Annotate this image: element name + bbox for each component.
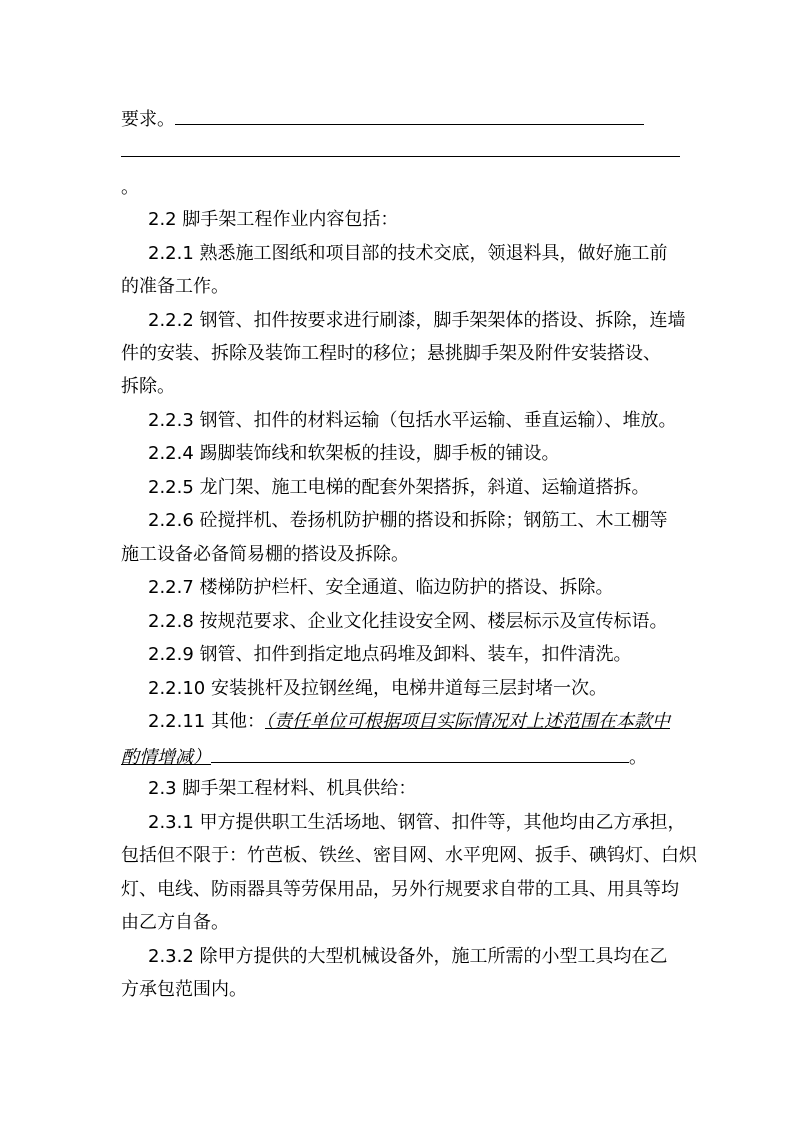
item-2-2-10	[148, 675, 681, 703]
note-text: （责任单位可根据项目实际情况对上述范围在本款中	[264, 711, 670, 732]
line-text: 2.2.8 按规范要求、企业文化挂设安全网、楼层标示及宣传标语。	[148, 611, 668, 632]
section-heading-2-2	[148, 206, 681, 234]
line-text: 2.2.9 钢管、扣件到指定地点码堆及卸料、装车，扣件清洗。	[148, 644, 632, 665]
item-2-2-11	[148, 708, 681, 736]
line-text: 包括但不限于：竹芭板、铁丝、密目网、水平兜网、扳手、碘钨灯、白炽	[121, 845, 697, 866]
item-2-3-1-cont	[121, 842, 697, 870]
item-2-2-5	[148, 474, 681, 502]
item-2-2-6-cont	[121, 541, 681, 569]
item-2-3-1-cont3	[121, 909, 681, 937]
line-text: 拆除。	[121, 376, 175, 397]
line-text: 2.2 脚手架工程作业内容包括：	[148, 209, 399, 230]
fill-in-blank	[211, 742, 629, 763]
item-2-2-2	[148, 307, 686, 335]
line-text: 2.2.11 其他：	[148, 711, 265, 732]
line-text: 2.2.3 钢管、扣件的材料运输（包括水平运输、垂直运输）、堆放。	[148, 410, 677, 431]
item-2-3-2	[148, 943, 681, 971]
line-text: 2.2.7 楼梯防护栏杆、安全通道、临边防护的搭设、拆除。	[148, 577, 614, 598]
section-heading-2-3	[148, 775, 681, 803]
text-line-period	[121, 174, 681, 202]
line-text: 2.3.1 甲方提供职工生活场地、钢管、扣件等，其他均由乙方承担，	[148, 812, 686, 833]
line-text: 2.2.5 龙门架、施工电梯的配套外架搭拆，斜道、运输道搭拆。	[148, 477, 650, 498]
item-2-2-9	[148, 641, 681, 669]
line-text: 由乙方自备。	[121, 912, 229, 933]
item-2-3-2-cont	[121, 976, 681, 1004]
item-2-2-3	[148, 407, 681, 435]
item-2-2-1	[148, 240, 681, 268]
item-2-2-2-cont2	[121, 373, 681, 401]
fill-in-blank	[175, 104, 644, 125]
item-2-2-6	[148, 507, 681, 535]
line-text: 要求。	[121, 109, 175, 130]
line-text: 2.2.2 钢管、扣件按要求进行刷漆，脚手架架体的搭设、拆除，连墙	[148, 310, 686, 331]
line-text: 2.3 脚手架工程材料、机具供给：	[148, 778, 417, 799]
item-2-2-11-cont	[121, 742, 681, 772]
item-2-2-8	[148, 608, 681, 636]
fill-in-blank-line	[121, 156, 680, 157]
line-text: 的准备工作。	[121, 276, 229, 297]
line-text: 。	[629, 747, 647, 768]
note-text: 酌情增减）	[121, 747, 211, 768]
item-2-3-1	[148, 809, 686, 837]
text-line-requirement	[121, 104, 681, 134]
item-2-2-1-cont	[121, 273, 681, 301]
line-text: 2.2.4 踢脚装饰线和软架板的挂设，脚手板的铺设。	[148, 443, 560, 464]
line-text: 灯、电线、防雨器具等劳保用品，另外行规要求自带的工具、用具等均	[121, 879, 679, 900]
line-text: 2.3.2 除甲方提供的大型机械设备外，施工所需的小型工具均在乙	[148, 946, 668, 967]
line-text: 2.2.10 安装挑杆及拉钢丝绳，电梯井道每三层封堵一次。	[148, 678, 607, 699]
line-text: 2.2.6 砼搅拌机、卷扬机防护棚的搭设和拆除；钢筋工、木工棚等	[148, 510, 668, 531]
line-text: 件的安装、拆除及装饰工程时的移位；悬挑脚手架及附件安装搭设、	[121, 343, 661, 364]
item-2-3-1-cont2	[121, 876, 681, 904]
item-2-2-2-cont	[121, 340, 681, 368]
line-text: 。	[121, 177, 139, 198]
item-2-2-7	[148, 574, 681, 602]
item-2-2-4	[148, 440, 681, 468]
line-text: 施工设备必备简易棚的搭设及拆除。	[121, 544, 409, 565]
line-text: 方承包范围内。	[121, 979, 247, 1000]
line-text: 2.2.1 熟悉施工图纸和项目部的技术交底，领退料具，做好施工前	[148, 243, 668, 264]
